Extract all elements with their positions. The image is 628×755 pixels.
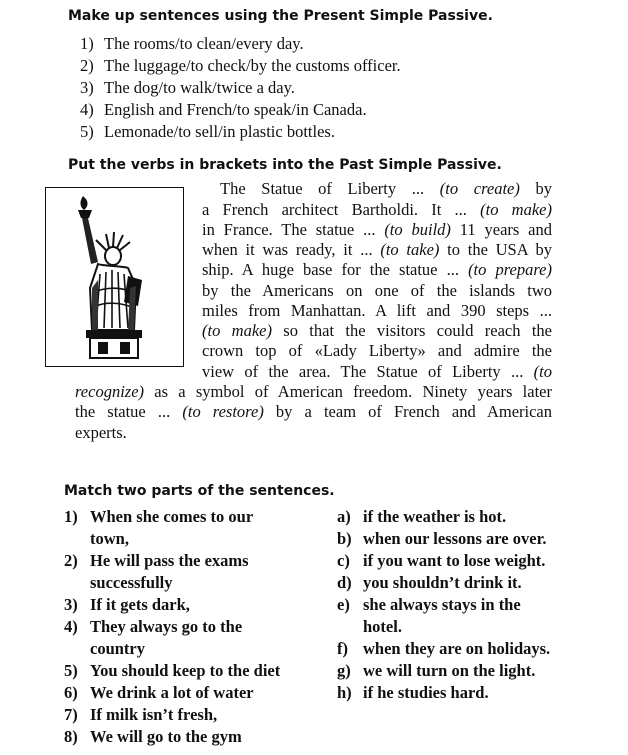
list-item: c) if you want to lose weight. <box>337 551 546 570</box>
list-item: h) if he studies hard. <box>337 683 489 702</box>
paragraph-line: the statue ... (to restore) by a team of French and American <box>75 402 552 421</box>
paragraph-line: by the Americans on one of the islands two <box>202 281 552 300</box>
list-item: 5) Lemonade/to sell/in plastic bottles. <box>80 122 335 141</box>
list-item-continuation: successfully <box>90 573 173 592</box>
list-item: 4) English and French/to speak/in Canada. <box>80 100 367 119</box>
exercise-heading: Match two parts of the sentences. <box>64 483 335 499</box>
list-item: 4) They always go to the <box>64 617 243 636</box>
exercise-heading: Put the verbs in brackets into the Past Simple Passive. <box>68 157 502 173</box>
list-item-continuation: town, <box>90 529 129 548</box>
list-item: 7) If milk isn’t fresh, <box>64 705 218 724</box>
list-item: 2) He will pass the exams <box>64 551 249 570</box>
list-item: 3) If it gets dark, <box>64 595 190 614</box>
exercise-heading: Make up sentences using the Present Simple Passive. <box>68 8 493 24</box>
list-item-continuation: country <box>90 639 145 658</box>
list-item: a) if the weather is hot. <box>337 507 507 526</box>
paragraph-line: (to make) so that the visitors could reach the <box>202 321 552 340</box>
paragraph-line: a French architect Bartholdi. It ... (to make) <box>202 200 552 219</box>
list-item: 5) You should keep to the diet <box>64 661 281 680</box>
paragraph-line: The Statue of Liberty ... (to create) by <box>220 179 552 198</box>
paragraph-line: when it was ready, it ... (to take) to the USA by <box>202 240 552 259</box>
list-item: 1) The rooms/to clean/every day. <box>80 34 304 53</box>
list-item-continuation: hotel. <box>363 617 402 636</box>
paragraph-line: miles from Manhattan. A lift and 390 steps ... <box>202 301 552 320</box>
list-item: g) we will turn on the light. <box>337 661 536 680</box>
list-item: 6) We drink a lot of water <box>64 683 254 702</box>
statue-of-liberty-icon <box>46 188 182 365</box>
list-item: 2) The luggage/to check/by the customs officer. <box>80 56 401 75</box>
list-item: 8) We will go to the gym <box>64 727 242 746</box>
list-item: f) when they are on holidays. <box>337 639 551 658</box>
statue-of-liberty-illustration <box>45 187 184 367</box>
paragraph-line: ship. A huge base for the statue ... (to prepare) <box>202 260 552 279</box>
paragraph-line: view of the area. The Statue of Liberty ... (to <box>202 362 552 381</box>
list-item: 1) When she comes to our <box>64 507 254 526</box>
list-item: 3) The dog/to walk/twice a day. <box>80 78 295 97</box>
paragraph-line: recognize) as a symbol of American freedom. Ninety years later <box>75 382 552 401</box>
paragraph-line: experts. <box>75 423 127 442</box>
list-item: e) she always stays in the <box>337 595 521 614</box>
list-item: b) when our lessons are over. <box>337 529 547 548</box>
paragraph-line: in France. The statue ... (to build) 11 years and <box>202 220 552 239</box>
list-item: d) you shouldn’t drink it. <box>337 573 522 592</box>
paragraph-line: crown top of «Lady Liberty» and admire the <box>202 341 552 360</box>
